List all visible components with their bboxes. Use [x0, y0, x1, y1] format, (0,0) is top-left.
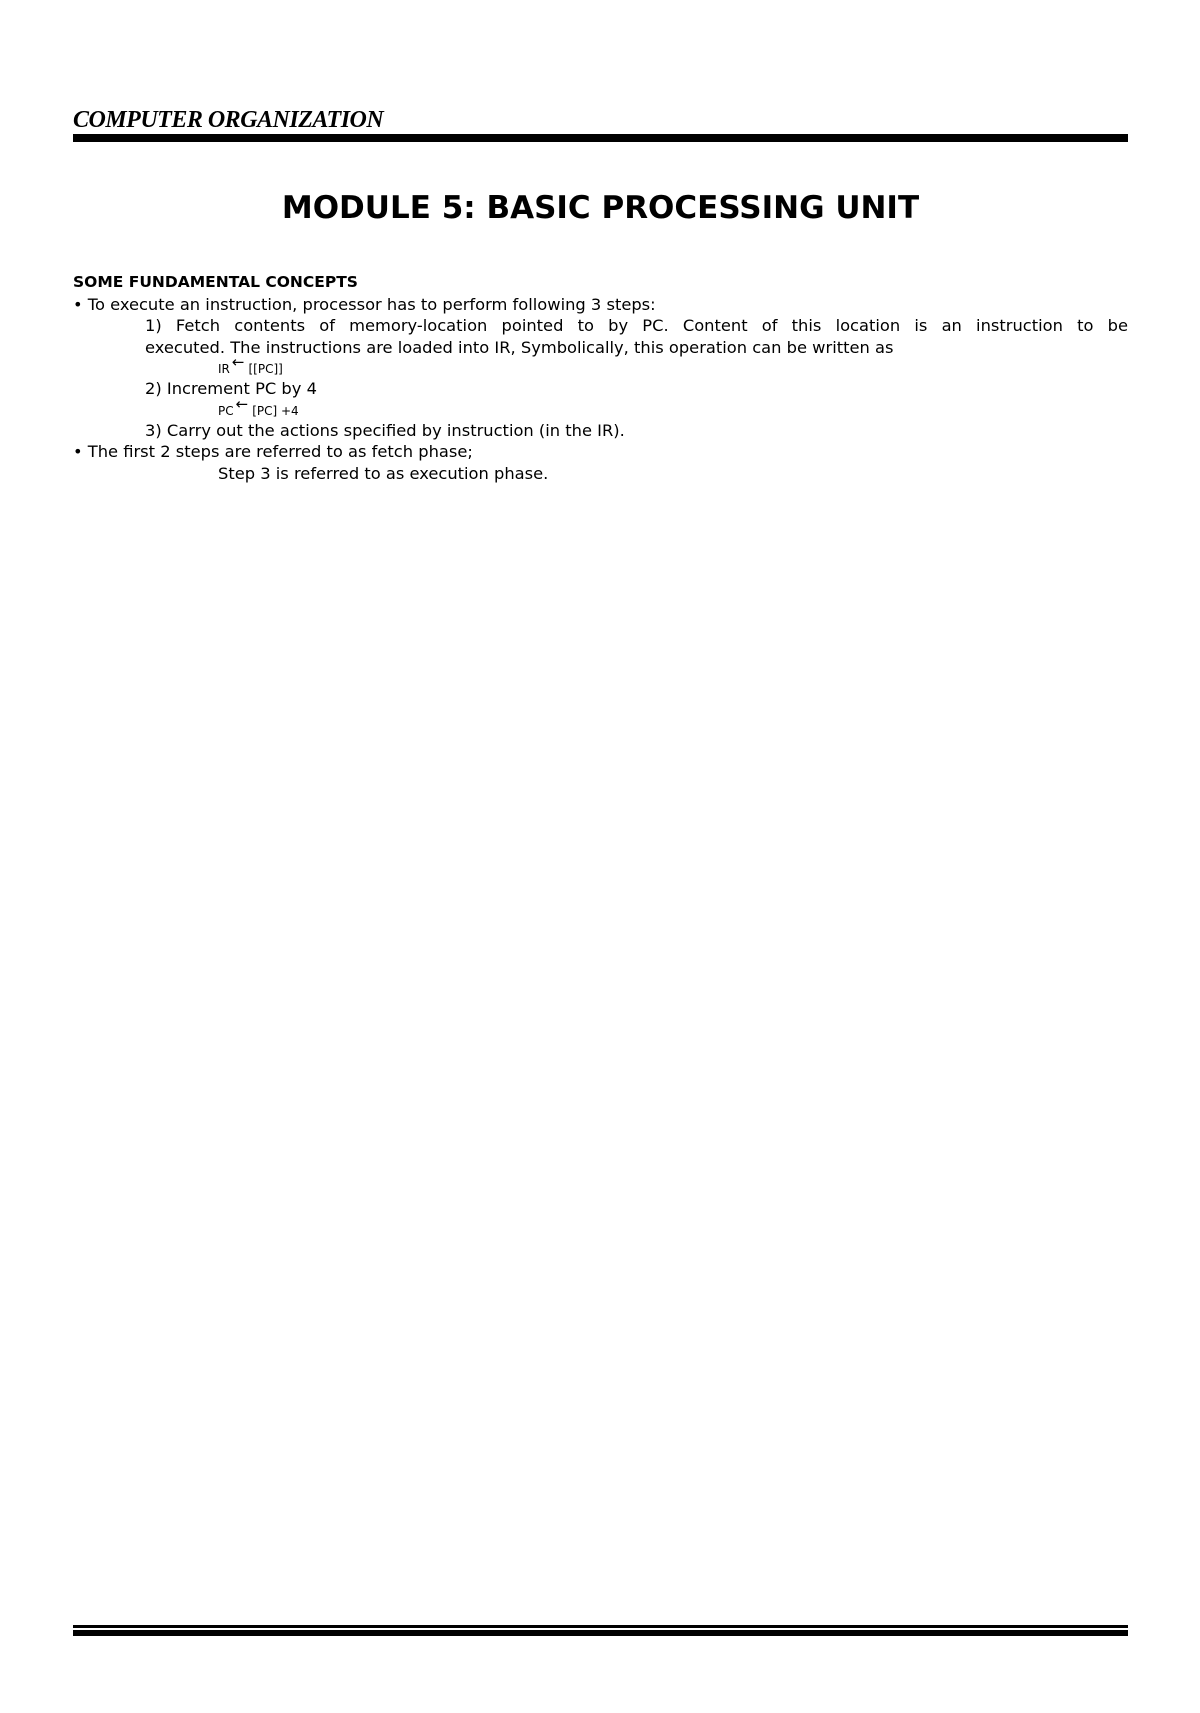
left-arrow-icon: ← [231, 353, 245, 371]
formula-increment [73, 394, 1128, 420]
formula-increment-lhs: PC [218, 403, 234, 418]
step-2: 2) Increment PC by 4 [145, 379, 317, 398]
step-3: 3) Carry out the actions specified by instruction (in the IR). [145, 420, 625, 440]
footer-rule-thin [73, 1625, 1128, 1628]
step-1-line-2: executed. The instructions are loaded into IR, Symbolically, this operation can be written as [145, 337, 894, 357]
bullet-fetch-phase: • The first 2 steps are referred to as fetch phase; [73, 442, 473, 461]
bullet-steps-intro: • To execute an instruction, processor has to perform following 3 steps: [73, 294, 656, 314]
footer-rule-thick [73, 1630, 1128, 1636]
content-body [73, 272, 1128, 484]
formula-fetch [73, 353, 1128, 378]
module-title: MODULE 5: BASIC PROCESSING UNIT [281, 190, 920, 226]
step-1-line-1: 1) Fetch contents of memory-location pointed to by PC. Content of this location is an instruction to be [145, 316, 1128, 335]
header-rule [73, 134, 1128, 142]
running-header: COMPUTER ORGANIZATION [73, 107, 384, 133]
execution-phase-note: Step 3 is referred to as execution phase. [218, 463, 549, 483]
formula-increment-rhs: [PC] +4 [252, 403, 299, 418]
formula-fetch-lhs: IR [218, 362, 230, 376]
formula-fetch-rhs: [[PC]] [248, 362, 283, 376]
left-arrow-icon: ← [235, 394, 249, 413]
section-heading: SOME FUNDAMENTAL CONCEPTS [73, 273, 358, 291]
